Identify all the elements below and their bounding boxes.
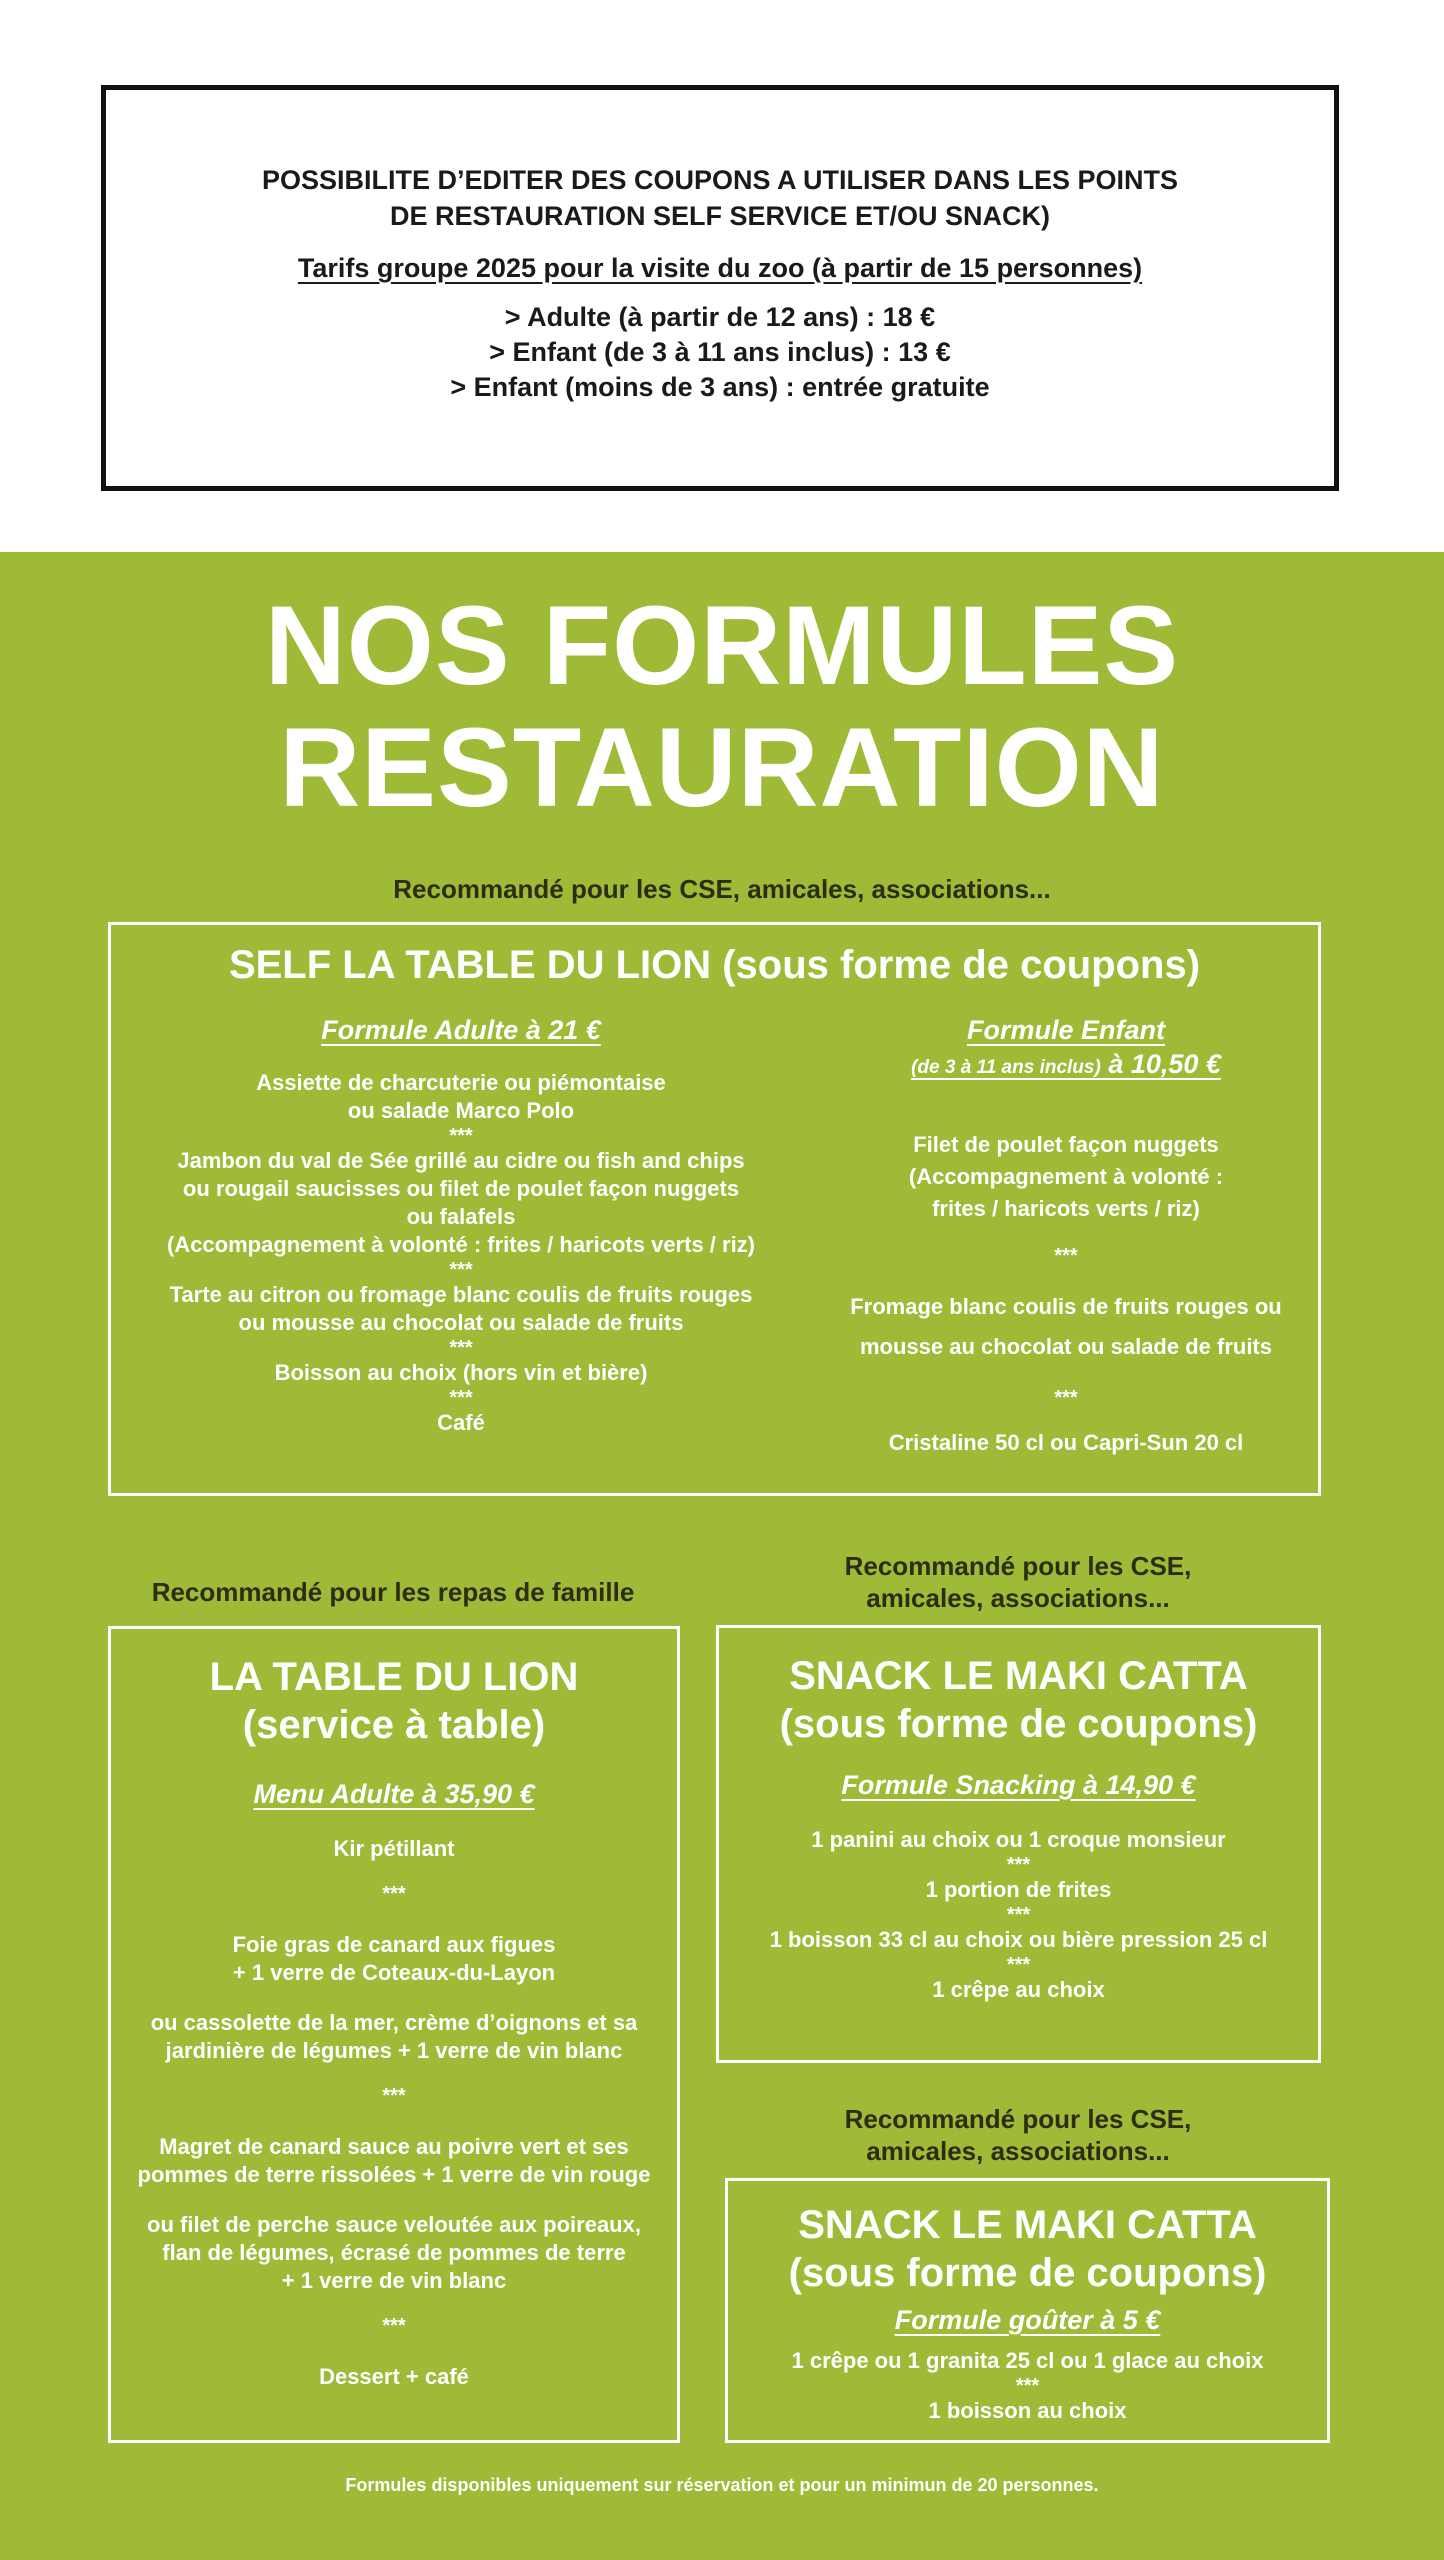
price-list [106, 300, 1334, 405]
self-child-formula [831, 1013, 1301, 1047]
snack2-title-line: (sous forme de coupons) [788, 2251, 1267, 2295]
page-title [0, 585, 1444, 829]
snack2-formula [728, 2303, 1327, 2337]
menu-line: Boisson au choix (hors vin et bière) [274, 1360, 648, 1385]
page-title-line: NOS FORMULES [264, 583, 1180, 708]
snack2-title [728, 2201, 1327, 2297]
coupon-notice-line: POSSIBILITE D’EDITER DES COUPONS A UTILISER DANS LES POINTS [261, 165, 1179, 195]
menu-line: ou rougail saucisses ou filet de poulet façon nuggets [182, 1176, 740, 1201]
top-section [0, 0, 1444, 552]
snack1-formula-text: Formule Snacking à 14,90 € [841, 1770, 1196, 1800]
menu-line: mousse au chocolat ou salade de fruits [860, 1334, 1272, 1359]
snack1-recommendation-line: Recommandé pour les CSE, [844, 1551, 1192, 1581]
price-child: > Enfant (de 3 à 11 ans inclus) : 13 € [489, 337, 951, 367]
footer-note: Formules disponibles uniquement sur réservation et pour un minimun de 20 personnes. [345, 2475, 1099, 2495]
menu-line: 1 crêpe ou 1 granita 25 cl ou 1 glace au choix [791, 2348, 1264, 2373]
menu-line: (Accompagnement à volonté : frites / haricots verts / riz) [166, 1232, 756, 1257]
menu-separator: *** [449, 1259, 473, 1281]
menu-separator: *** [1006, 1854, 1031, 1876]
snack1-formula [719, 1768, 1318, 1802]
snack2-box [725, 2178, 1330, 2443]
menu-line: 1 boisson 33 cl au choix ou bière pression 25 cl [769, 1927, 1268, 1952]
menu-line: 1 crêpe au choix [932, 1977, 1105, 2002]
menu-line: (Accompagnement à volonté : [908, 1164, 1224, 1189]
menu-separator: *** [449, 1125, 473, 1147]
menu-separator: *** [1006, 1904, 1031, 1926]
table-menu [111, 1835, 677, 2391]
self-child-price: à 10,50 € [1100, 1049, 1221, 1079]
tarifs-text: Tarifs groupe 2025 pour la visite du zoo (à partir de 15 personnes) [297, 253, 1143, 283]
menu-line: Jambon du val de Sée grillé au cidre ou fish and chips [177, 1148, 745, 1173]
snack1-title-line: (sous forme de coupons) [779, 1702, 1258, 1746]
snack1-title-line: SNACK LE MAKI CATTA [789, 1654, 1248, 1698]
self-child-formula-price [831, 1047, 1301, 1085]
self-box [108, 922, 1321, 1496]
table-title-line: LA TABLE DU LION [209, 1655, 579, 1699]
snack1-box [716, 1625, 1321, 2063]
snack2-recommendation [718, 2103, 1318, 2167]
menu-line: flan de légumes, écrasé de pommes de terre [162, 2240, 626, 2265]
table-box [108, 1626, 680, 2443]
coupon-notice [106, 162, 1334, 234]
self-child-menu [831, 1129, 1301, 1457]
menu-line: 1 boisson au choix [928, 2398, 1127, 2423]
self-adult-menu [131, 1069, 791, 1437]
menu-line: Fromage blanc coulis de fruits rouges ou [850, 1294, 1282, 1319]
table-title [111, 1653, 677, 1749]
menu-line: 1 portion de frites [925, 1877, 1112, 1902]
menu-line: Kir pétillant [333, 1836, 455, 1861]
snack2-menu [728, 2347, 1327, 2425]
menu-line: ou mousse au chocolat ou salade de fruits [238, 1310, 684, 1335]
menu-separator: *** [449, 1387, 473, 1409]
snack1-recommendation-line: amicales, associations... [866, 1583, 1170, 1613]
table-formula [111, 1777, 677, 1811]
table-formula-text: Menu Adulte à 35,90 € [253, 1779, 535, 1809]
menu-line: Magret de canard sauce au poivre vert et ses [159, 2134, 629, 2159]
menu-separator: *** [382, 2085, 406, 2107]
menu-line: ou filet de perche sauce veloutée aux poireaux, [147, 2212, 641, 2237]
menu-line: ou cassolette de la mer, crème d’oignons et sa [150, 2010, 638, 2035]
menu-separator: *** [449, 1337, 473, 1359]
self-child-formula-text: Formule Enfant [966, 1015, 1165, 1045]
self-adult-formula [131, 1013, 791, 1047]
menu-line: ou salade Marco Polo [347, 1098, 575, 1123]
menu-separator: *** [1015, 2375, 1040, 2397]
self-title: SELF LA TABLE DU LION (sous forme de coupons) [228, 943, 1201, 987]
price-infant: > Enfant (moins de 3 ans) : entrée gratuite [450, 372, 990, 402]
snack2-title-line: SNACK LE MAKI CATTA [798, 2203, 1257, 2247]
self-adult-formula-text: Formule Adulte à 21 € [321, 1015, 601, 1045]
snack1-menu [719, 1826, 1318, 2004]
menu-separator: *** [1054, 1387, 1078, 1409]
menu-line: Dessert + café [319, 2364, 469, 2389]
tarifs-heading [106, 250, 1334, 286]
coupon-notice-line: DE RESTAURATION SELF SERVICE ET/OU SNACK) [389, 201, 1051, 231]
snack1-title [719, 1652, 1318, 1748]
info-box [101, 85, 1339, 491]
menu-line: + 1 verre de vin blanc [281, 2268, 507, 2293]
menu-line: + 1 verre de Coteaux-du-Layon [232, 1960, 556, 1985]
self-child-age-range: (de 3 à 11 ans inclus) [911, 1057, 1101, 1078]
self-recommendation: Recommandé pour les CSE, amicales, associations... [393, 874, 1051, 904]
menu-line: Assiette de charcuterie ou piémontaise [256, 1070, 666, 1095]
menu-line: jardinière de légumes + 1 verre de vin blanc [165, 2038, 623, 2063]
menu-line: Foie gras de canard aux figues [232, 1932, 556, 1957]
menu-line: pommes de terre rissolées + 1 verre de vin rouge [137, 2162, 651, 2187]
menu-separator: *** [1054, 1245, 1078, 1267]
table-recommendation: Recommandé pour les repas de famille [151, 1577, 635, 1607]
snack1-recommendation [718, 1550, 1318, 1614]
snack2-recommendation-line: amicales, associations... [866, 2136, 1170, 2166]
snack2-formula-text: Formule goûter à 5 € [894, 2305, 1161, 2335]
menu-line: Filet de poulet façon nuggets [913, 1132, 1219, 1157]
snack2-recommendation-line: Recommandé pour les CSE, [844, 2104, 1192, 2134]
menu-line: ou falafels [406, 1204, 516, 1229]
menu-line: Cristaline 50 cl ou Capri-Sun 20 cl [888, 1430, 1244, 1455]
menu-line: 1 panini au choix ou 1 croque monsieur [811, 1827, 1226, 1852]
menu-separator: *** [382, 2315, 406, 2337]
menu-separator: *** [382, 1883, 406, 1905]
menu-line: Tarte au citron ou fromage blanc coulis de fruits rouges [169, 1282, 753, 1307]
menu-line: Café [437, 1410, 485, 1435]
self-adult-column [131, 1013, 791, 1437]
menu-line: frites / haricots verts / riz) [932, 1196, 1200, 1221]
page-title-line: RESTAURATION [279, 705, 1165, 830]
price-adult: > Adulte (à partir de 12 ans) : 18 € [504, 302, 936, 332]
table-title-line: (service à table) [242, 1703, 546, 1747]
menu-separator: *** [1006, 1954, 1031, 1976]
self-child-column [831, 1013, 1301, 1457]
